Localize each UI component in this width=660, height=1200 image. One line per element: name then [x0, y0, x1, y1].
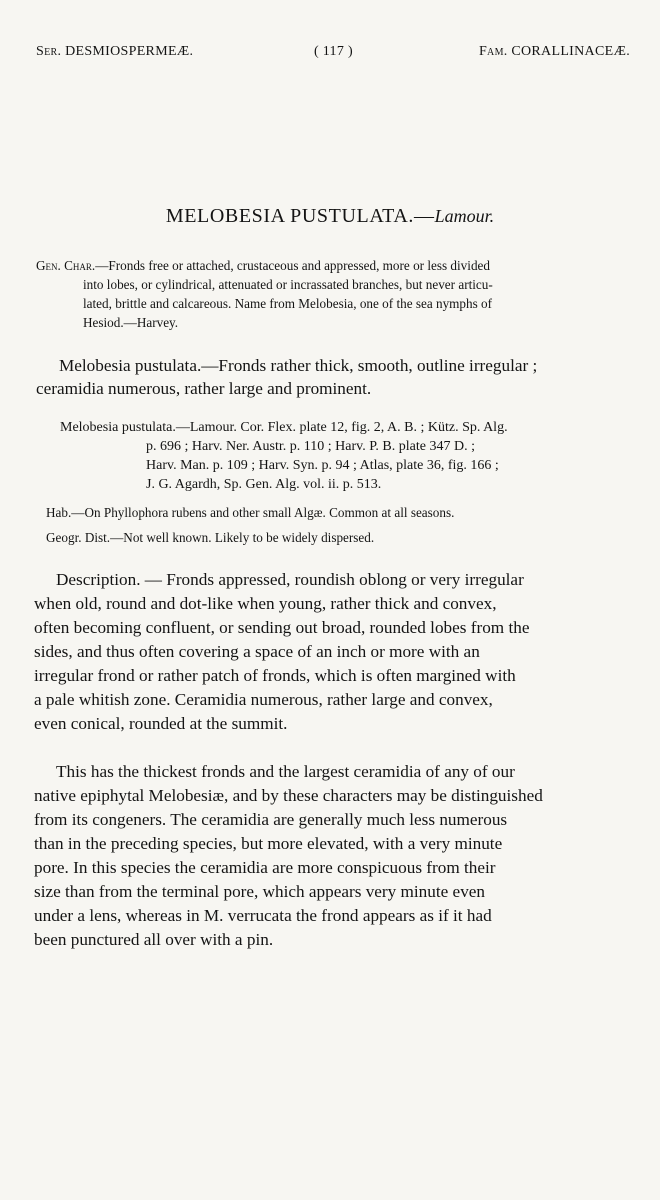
species-author: Lamour. — [434, 206, 495, 226]
paragraph-line-8: been punctured all over with a pin. — [34, 930, 274, 949]
species-name: MELOBESIA PUSTULATA.— — [165, 205, 435, 227]
description-line-3: often becoming confluent, or sending out broad, rounded lobes from the — [34, 618, 530, 637]
page-number: ( 117 ) — [314, 44, 353, 59]
running-header — [36, 44, 630, 68]
gen-char-text: —Fronds free or attached, crustaceous and appressed, more or less divided — [95, 258, 490, 273]
description-line-2: when old, round and dot-like when young, rather thick and convex, — [34, 594, 497, 613]
paragraph-line-7: under a lens, whereas in M. verrucata the frond appears as if it had — [34, 906, 492, 925]
header-family: Fam. CORALLINACEÆ. — [478, 44, 630, 59]
synonymy-line-4: J. G. Agardh, Sp. Gen. Alg. vol. ii. p. 513. — [146, 477, 382, 492]
species-desc-line-1: Melobesia pustulata.—Fronds rather thick, smooth, outline irregular ; — [59, 356, 538, 375]
gen-char-line-3: lated, brittle and calcareous. Name from Melobesia, one of the sea nymphs of — [83, 296, 493, 311]
description-line-4: sides, and thus often covering a space of an inch or more with an — [34, 642, 480, 661]
paragraph-line-4: than in the preceding species, but more elevated, with a very minute — [34, 834, 503, 853]
habitat-line: Hab.—On Phyllophora rubens and other small Algæ. Common at all seasons. — [46, 505, 455, 520]
paragraph-line-6: size than from the terminal pore, which appears very minute even — [34, 882, 486, 901]
gen-char-label: Gen. Char. — [36, 258, 96, 273]
synonymy-line-1: Melobesia pustulata.—Lamour. Cor. Flex. plate 12, fig. 2, A. B. ; Kütz. Sp. Alg. — [60, 420, 508, 435]
species-desc-line-2: ceramidia numerous, rather large and prominent. — [36, 379, 372, 398]
geographic-distribution-line: Geogr. Dist.—Not well known. Likely to be widely dispersed. — [46, 530, 375, 545]
description-line-6: a pale whitish zone. Ceramidia numerous, rather large and convex, — [34, 690, 493, 709]
gen-char-line-4: Hesiod.—Harvey. — [83, 315, 179, 330]
paragraph-line-3: from its congeners. The ceramidia are generally much less numerous — [34, 810, 508, 829]
description-line-5: irregular frond or rather patch of fronds, which is often margined with — [34, 666, 516, 685]
synonymy-line-2: p. 696 ; Harv. Ner. Austr. p. 110 ; Harv. P. B. plate 347 D. ; — [146, 439, 475, 454]
synonymy-line-3: Harv. Man. p. 109 ; Harv. Syn. p. 94 ; Atlas, plate 36, fig. 166 ; — [146, 458, 499, 473]
gen-char-line-1 — [36, 258, 490, 274]
paragraph-line-5: pore. In this species the ceramidia are more conspicuous from their — [34, 858, 496, 877]
header-series: Ser. DESMIOSPERMEÆ. — [36, 44, 194, 59]
paragraph-line-1: This has the thickest fronds and the largest ceramidia of any of our — [56, 762, 515, 781]
description-line-1: Description. — Fronds appressed, roundish oblong or very irregular — [56, 570, 524, 589]
species-title — [0, 205, 660, 228]
description-line-7: even conical, rounded at the summit. — [34, 714, 288, 733]
paragraph-line-2: native epiphytal Melobesiæ, and by these characters may be distinguished — [34, 786, 543, 805]
gen-char-line-2: into lobes, or cylindrical, attenuated or incrassated branches, but never articu- — [83, 277, 493, 292]
